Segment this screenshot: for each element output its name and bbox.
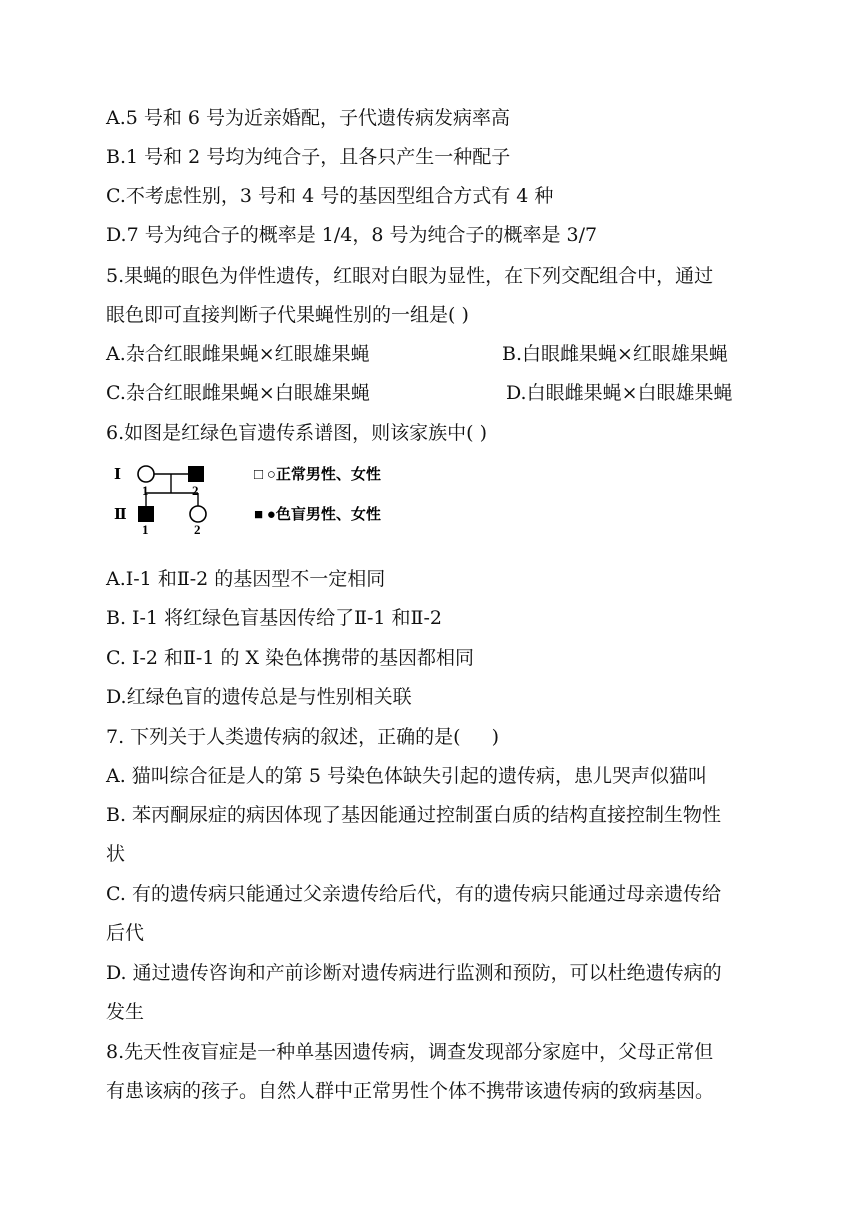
q7-option-c-line2: 后代: [106, 922, 145, 944]
q7-stem: 7. 下列关于人类遗传病的叙述，正确的是( ): [106, 726, 500, 748]
q7-option-c-line1: C. 有的遗传病只能通过父亲遗传给后代，有的遗传病只能通过母亲遗传给: [106, 883, 721, 905]
individual-I-2-number: 2: [192, 483, 199, 498]
q8-stem-line2: 有患该病的孩子。自然人群中正常男性个体不携带该遗传病的致病基因。: [106, 1080, 715, 1102]
individual-II-1-number: 1: [142, 522, 149, 535]
individual-II-2-normal-female: [190, 506, 206, 522]
q6-option-d: D.红绿色盲的遗传总是与性别相关联: [106, 686, 412, 708]
individual-I-1-normal-female: [138, 466, 154, 482]
individual-I-1-number: 1: [142, 483, 149, 498]
individual-I-2-affected-male: [188, 466, 204, 482]
individual-II-2-number: 2: [194, 522, 201, 535]
q7-option-d-line2: 发生: [106, 1001, 145, 1023]
q5-stem-line2: 眼色即可直接判断子代果蝇性别的一组是( ): [106, 304, 469, 326]
q7-option-d-line1: D. 通过遗传咨询和产前诊断对遗传病进行监测和预防，可以杜绝遗传病的: [106, 962, 722, 984]
q5-stem-line1: 5.果蝇的眼色为伴性遗传，红眼对白眼为显性，在下列交配组合中，通过: [106, 265, 714, 287]
q5-option-b: B.白眼雌果蝇×红眼雄果蝇: [502, 343, 728, 365]
q5-option-a: A.杂合红眼雌果蝇×红眼雄果蝇: [106, 343, 370, 365]
q6-option-c: C. Ⅰ-2 和Ⅱ-1 的 X 染色体携带的基因都相同: [106, 647, 475, 669]
q7-option-a: A. 猫叫综合征是人的第 5 号染色体缺失引起的遗传病，患儿哭声似猫叫: [106, 765, 707, 787]
legend-affected: ■ ●色盲男性、女性: [254, 507, 381, 523]
q7-option-b-line2: 状: [106, 843, 126, 865]
q4-option-b: B.1 号和 2 号均为纯合子，且各只产生一种配子: [106, 146, 511, 168]
generation-2-label: Ⅱ: [114, 507, 127, 523]
q4-option-a: A.5 号和 6 号为近亲婚配，子代遗传病发病率高: [106, 107, 511, 129]
q5-option-c: C.杂合红眼雌果蝇×白眼雄果蝇: [106, 382, 370, 404]
legend-normal: □ ○正常男性、女性: [254, 467, 381, 483]
q6-option-b: B. Ⅰ-1 将红绿色盲基因传给了Ⅱ-1 和Ⅱ-2: [106, 607, 442, 629]
individual-II-1-affected-male: [138, 506, 154, 522]
q7-option-b-line1: B. 苯丙酮尿症的病因体现了基因能通过控制蛋白质的结构直接控制生物性: [106, 804, 722, 826]
generation-1-label: Ⅰ: [114, 467, 122, 483]
q4-option-c: C.不考虑性别，3 号和 4 号的基因型组合方式有 4 种: [106, 185, 554, 207]
q5-option-d: D.白眼雌果蝇×白眼雄果蝇: [506, 382, 733, 404]
pedigree-figure: [100, 455, 430, 535]
q6-option-a: A.Ⅰ-1 和Ⅱ-2 的基因型不一定相同: [106, 568, 386, 590]
q4-option-d: D.7 号为纯合子的概率是 1/4，8 号为纯合子的概率是 3/7: [106, 224, 598, 246]
q6-stem: 6.如图是红绿色盲遗传系谱图，则该家族中( ): [106, 422, 487, 444]
q8-stem-line1: 8.先天性夜盲症是一种单基因遗传病，调查发现部分家庭中，父母正常但: [106, 1041, 714, 1063]
